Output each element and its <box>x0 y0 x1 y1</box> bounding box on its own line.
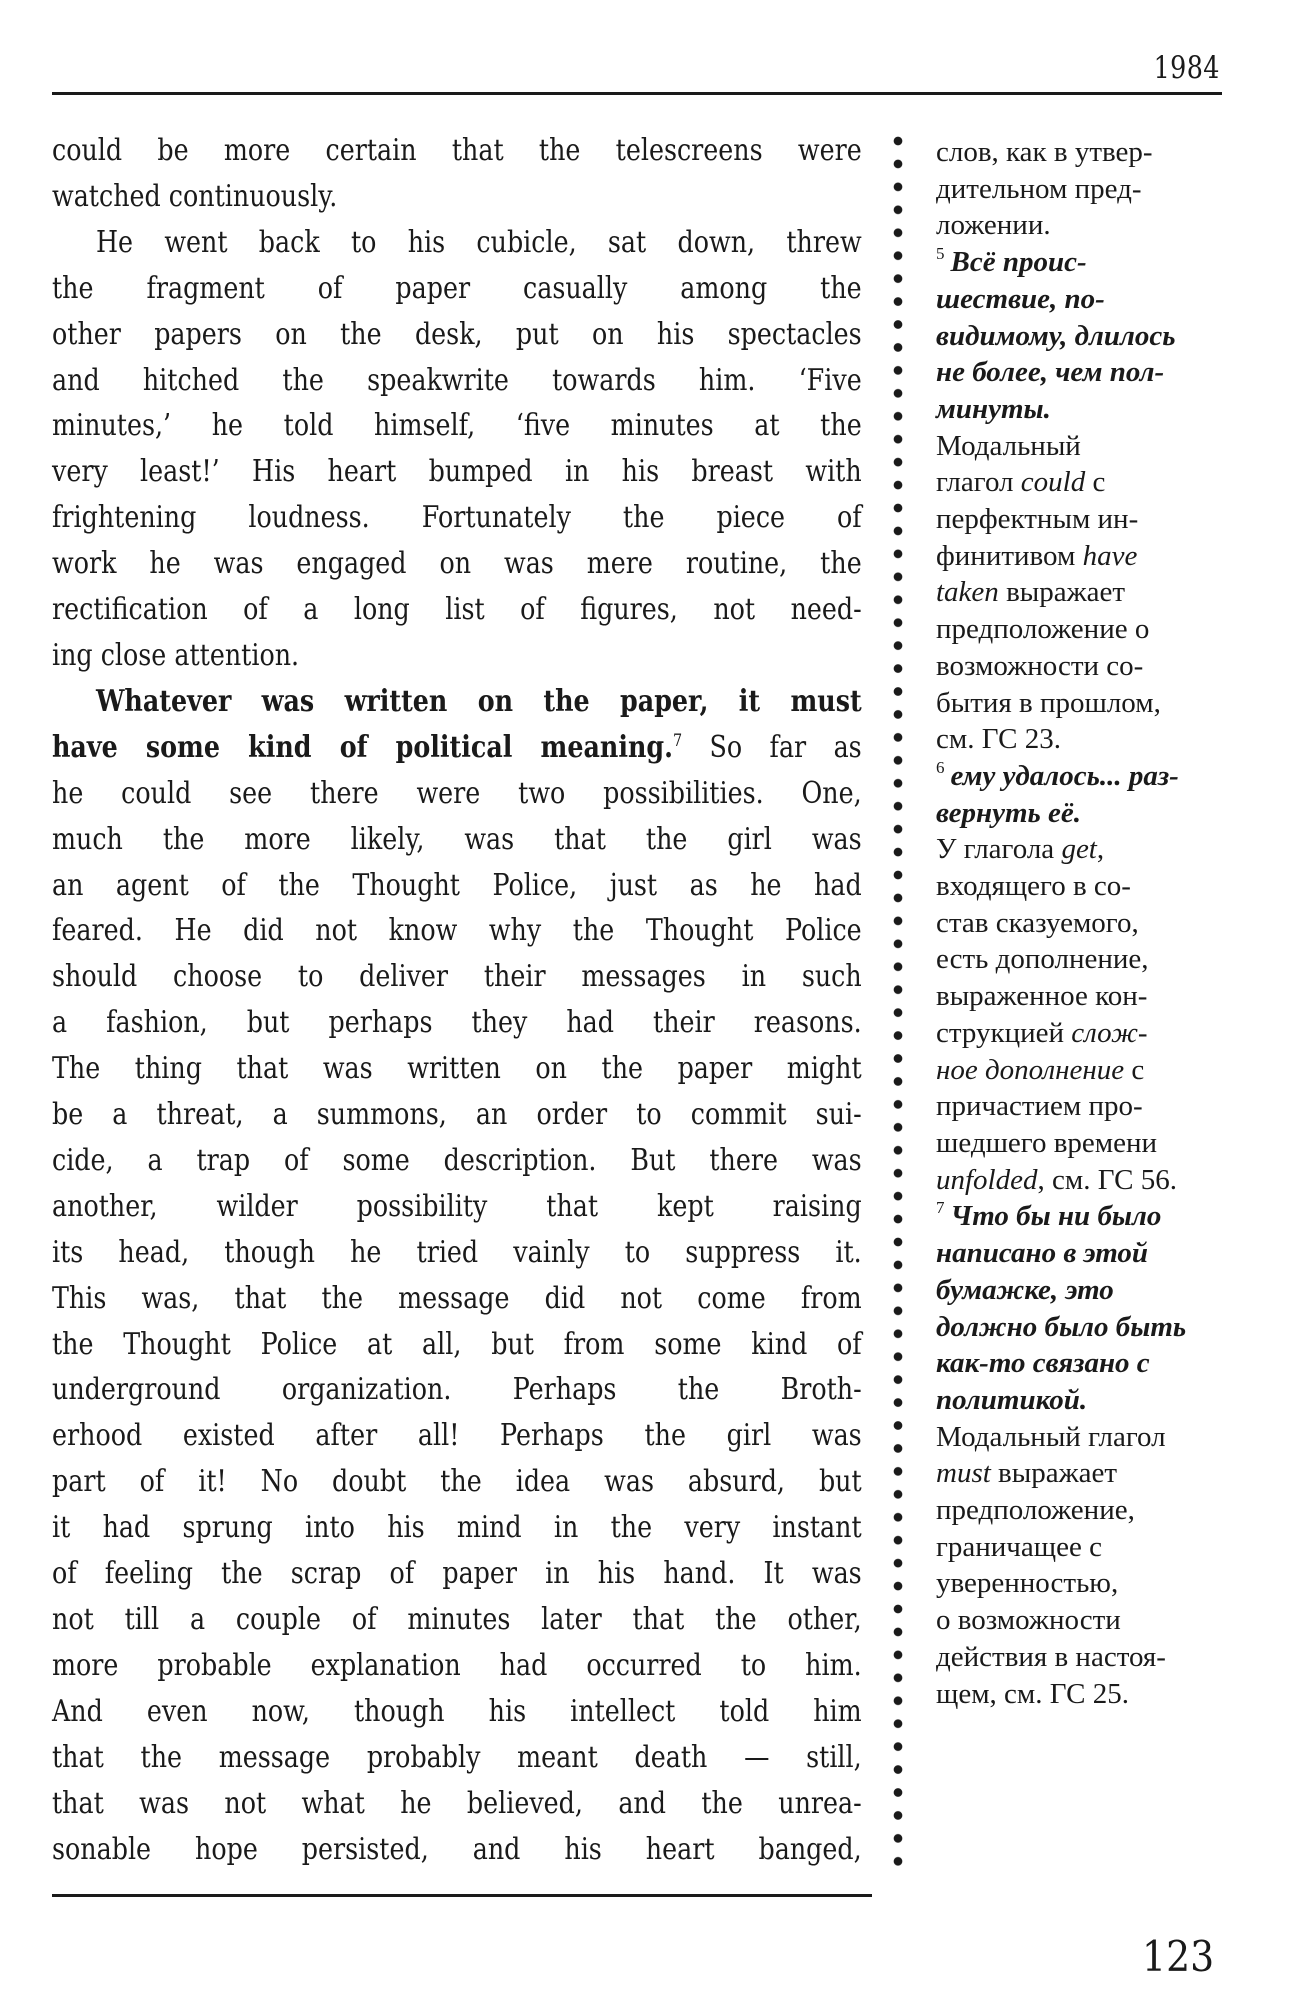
note-text: бытия в прошлом, <box>936 686 1161 719</box>
note-line <box>936 1382 1236 1419</box>
line-text: that was not what he believed, and the unrea- <box>52 1785 862 1821</box>
text-line <box>52 128 862 174</box>
note-line <box>936 207 1236 244</box>
text-line <box>52 403 862 449</box>
note-text: щем, см. ГС 25. <box>936 1677 1130 1710</box>
running-title: 1984 <box>1153 50 1220 86</box>
text-line <box>52 1643 862 1689</box>
line-text: he could see there were two possibilities. One, <box>52 775 862 811</box>
line-text: ing close attention. <box>52 637 300 673</box>
text-line <box>52 174 862 220</box>
note-heading-text: Всё проис- <box>950 246 1087 279</box>
note-term: get <box>1061 833 1097 866</box>
note-term: could <box>1020 466 1086 499</box>
line-text: work he was engaged on was mere routine, the <box>52 546 862 582</box>
line-text: feared. He did not know why the Thought Police <box>52 913 862 949</box>
line-text: watched continuously. <box>52 178 338 214</box>
note-line <box>936 758 1236 795</box>
text-line <box>52 1000 862 1046</box>
text-line <box>52 358 862 404</box>
text-line <box>52 1367 862 1413</box>
note-text: Модальный глагол <box>936 1420 1166 1453</box>
note-text: шедшего времени <box>936 1126 1158 1159</box>
text-line <box>52 220 862 266</box>
note-heading-text: шествие, по- <box>936 282 1105 315</box>
note-line <box>936 1492 1236 1529</box>
text-line <box>52 1230 862 1276</box>
text-line <box>52 1459 862 1505</box>
line-text: an agent of the Thought Police, just as he had <box>52 867 862 903</box>
note-line <box>936 1676 1236 1713</box>
note-term: taken <box>936 576 999 609</box>
text-line <box>52 1184 862 1230</box>
note-number: 6 <box>936 757 945 777</box>
text-line <box>52 1092 862 1138</box>
line-text: erhood existed after all! Perhaps the girl was <box>52 1418 862 1454</box>
text-line <box>52 633 862 679</box>
text-line <box>52 1551 862 1597</box>
line-text: So far as <box>682 729 862 765</box>
line-text: the Thought Police at all, but from some kind of <box>52 1326 862 1362</box>
text-line <box>52 1689 862 1735</box>
line-text: very least!’ His heart bumped in his breast with <box>52 454 862 490</box>
note-text: слов, как в утвер- <box>936 136 1153 168</box>
text-line <box>52 495 862 541</box>
note-line <box>936 574 1236 611</box>
text-line <box>52 771 862 817</box>
note-text: дительном пред- <box>936 172 1142 205</box>
bold-phrase: have some kind of political meaning. <box>52 729 673 765</box>
line-text: The thing that was written on the paper might <box>52 1051 862 1087</box>
note-text: причастием про- <box>936 1090 1143 1123</box>
note-line <box>936 868 1236 905</box>
note-number: 7 <box>936 1198 945 1218</box>
note-text: с <box>1085 466 1106 499</box>
note-line <box>936 648 1236 685</box>
line-text: other papers on the desk, put on his spectacles <box>52 316 862 352</box>
line-text: be a threat, a summons, an order to commit sui- <box>52 1097 862 1133</box>
line-text: another, wilder possibility that kept raising <box>52 1188 862 1224</box>
note-text: Модальный <box>936 429 1081 462</box>
note-line <box>936 1272 1236 1309</box>
note-line <box>936 831 1236 868</box>
note-line <box>936 501 1236 538</box>
note-term: unfolded <box>936 1163 1038 1196</box>
text-line <box>52 1597 862 1643</box>
line-text: a fashion, but perhaps they had their reasons. <box>52 1005 862 1041</box>
column-separator-dots <box>893 136 903 1866</box>
text-line <box>52 587 862 633</box>
text-line <box>52 266 862 312</box>
note-number: 5 <box>936 244 945 264</box>
note-heading-text: ему удалось... раз- <box>950 759 1179 792</box>
note-line <box>936 685 1236 722</box>
note-text: струкцией <box>936 1016 1072 1049</box>
note-term: must <box>936 1457 991 1490</box>
note-line <box>936 464 1236 501</box>
text-line <box>52 1413 862 1459</box>
note-line <box>936 1345 1236 1382</box>
line-text: underground organization. Perhaps the Broth- <box>52 1372 862 1408</box>
note-text: перфектным ин- <box>936 503 1139 536</box>
line-text: and hitched the speakwrite towards him. ‘Five <box>52 362 862 398</box>
text-line <box>52 725 862 771</box>
line-text: part of it! No doubt the idea was absurd, but <box>52 1464 862 1500</box>
note-heading-text: вернуть её. <box>936 796 1081 829</box>
text-line <box>52 1046 862 1092</box>
note-text: выражает <box>990 1457 1118 1490</box>
note-text: предположение, <box>936 1494 1135 1527</box>
line-text: This was, that the message did not come from <box>52 1280 862 1316</box>
text-line <box>52 817 862 863</box>
main-text-column <box>52 128 862 1872</box>
note-line <box>936 281 1236 318</box>
note-line <box>936 1639 1236 1676</box>
note-line <box>936 134 1236 171</box>
text-line <box>52 1781 862 1827</box>
note-term: слож- <box>1071 1016 1148 1049</box>
note-line <box>936 1309 1236 1346</box>
text-line <box>52 541 862 587</box>
text-line <box>52 1138 862 1184</box>
note-heading-text: должно было быть <box>936 1310 1187 1343</box>
text-line <box>52 1322 862 1368</box>
note-text: ложении. <box>936 209 1051 242</box>
note-heading-text: политикой. <box>936 1383 1088 1416</box>
note-line <box>936 428 1236 465</box>
bottom-rule <box>52 1894 872 1897</box>
line-text: sonable hope persisted, and his heart banged, <box>52 1831 862 1867</box>
note-line <box>936 1565 1236 1602</box>
bold-phrase: Whatever was written on the paper, it must <box>95 683 862 719</box>
footnote-marker: 7 <box>672 730 683 751</box>
note-line <box>936 1125 1236 1162</box>
line-text: of feeling the scrap of paper in his hand. It was <box>52 1556 862 1592</box>
note-text: предположение о <box>936 613 1150 646</box>
line-text: He went back to his cubicle, sat down, threw <box>95 224 862 260</box>
note-line <box>936 905 1236 942</box>
text-line <box>52 1505 862 1551</box>
note-text: есть дополнение, <box>936 943 1149 976</box>
note-text: , см. ГС 56. <box>1037 1163 1177 1196</box>
note-text: выраженное кон- <box>936 980 1148 1013</box>
text-line <box>52 312 862 358</box>
line-text: And even now, though his intellect told him <box>52 1693 862 1729</box>
line-text: it had sprung into his mind in the very instant <box>52 1510 862 1546</box>
note-text: став сказуемого, <box>936 906 1139 939</box>
note-line <box>936 538 1236 575</box>
note-line <box>936 1088 1236 1125</box>
marginal-notes-column <box>936 134 1236 1712</box>
note-line <box>936 1235 1236 1272</box>
page-number: 123 <box>1141 1932 1214 1981</box>
line-text: should choose to deliver their messages in such <box>52 959 862 995</box>
note-line <box>936 611 1236 648</box>
note-line <box>936 1162 1236 1199</box>
note-line <box>936 244 1236 281</box>
line-text: cide, a trap of some description. But there was <box>52 1142 862 1178</box>
text-line <box>52 954 862 1000</box>
note-line <box>936 941 1236 978</box>
line-text: much the more likely, was that the girl was <box>52 821 862 857</box>
note-text: выражает <box>998 576 1126 609</box>
text-line <box>52 908 862 954</box>
note-heading-text: бумажке, это <box>936 1273 1114 1306</box>
note-line <box>936 795 1236 832</box>
note-line <box>936 978 1236 1015</box>
note-line <box>936 1015 1236 1052</box>
note-line <box>936 1198 1236 1235</box>
line-text: that the message probably meant death — still, <box>52 1739 862 1775</box>
note-text: входящего в со- <box>936 870 1131 903</box>
note-text: граничащее с <box>936 1530 1102 1563</box>
text-line <box>52 449 862 495</box>
note-text: финитивом <box>936 539 1083 572</box>
text-line <box>52 1827 862 1873</box>
note-text: с <box>1124 1053 1145 1086</box>
text-line <box>52 863 862 909</box>
note-line <box>936 391 1236 428</box>
note-line <box>936 721 1236 758</box>
note-text: уверенностью, <box>936 1567 1119 1600</box>
note-term: have <box>1082 539 1138 572</box>
note-line <box>936 354 1236 391</box>
note-text: , <box>1096 833 1105 866</box>
note-heading-text: не более, чем пол- <box>936 356 1165 389</box>
text-line <box>52 1276 862 1322</box>
note-line <box>936 1529 1236 1566</box>
line-text: could be more certain that the telescreens were <box>52 133 862 168</box>
note-heading-text: как-то связано с <box>936 1347 1150 1380</box>
note-line <box>936 171 1236 208</box>
text-line <box>52 1735 862 1781</box>
note-line <box>936 1052 1236 1089</box>
note-text: возможности со- <box>936 649 1144 682</box>
line-text: its head, though he tried vainly to suppress it. <box>52 1234 862 1270</box>
line-text: more probable explanation had occurred to him. <box>52 1647 862 1683</box>
line-text: the fragment of paper casually among the <box>52 270 862 306</box>
note-line <box>936 1455 1236 1492</box>
note-heading-text: написано в этой <box>936 1237 1148 1270</box>
running-head <box>52 44 1222 95</box>
note-text: У глагола <box>936 833 1062 866</box>
line-text: not till a couple of minutes later that the other, <box>52 1602 862 1637</box>
line-text: frightening loudness. Fortunately the piece of <box>52 500 862 536</box>
note-text: глагол <box>936 466 1021 499</box>
note-line <box>936 1419 1236 1456</box>
note-text: см. ГС 23. <box>936 723 1061 756</box>
note-heading-text: Что бы ни было <box>950 1200 1162 1233</box>
note-heading-text: минуты. <box>936 392 1051 425</box>
note-line <box>936 1602 1236 1639</box>
line-text: rectification of a long list of figures, not need- <box>52 592 862 628</box>
text-line <box>52 679 862 725</box>
line-text: minutes,’ he told himself, ‘five minutes at the <box>52 408 862 444</box>
note-line <box>936 318 1236 355</box>
note-term: ное дополнение <box>936 1053 1125 1086</box>
note-text: о возможности <box>936 1604 1121 1637</box>
note-text: действия в настоя- <box>936 1640 1166 1673</box>
note-heading-text: видимому, длилось <box>936 319 1176 352</box>
